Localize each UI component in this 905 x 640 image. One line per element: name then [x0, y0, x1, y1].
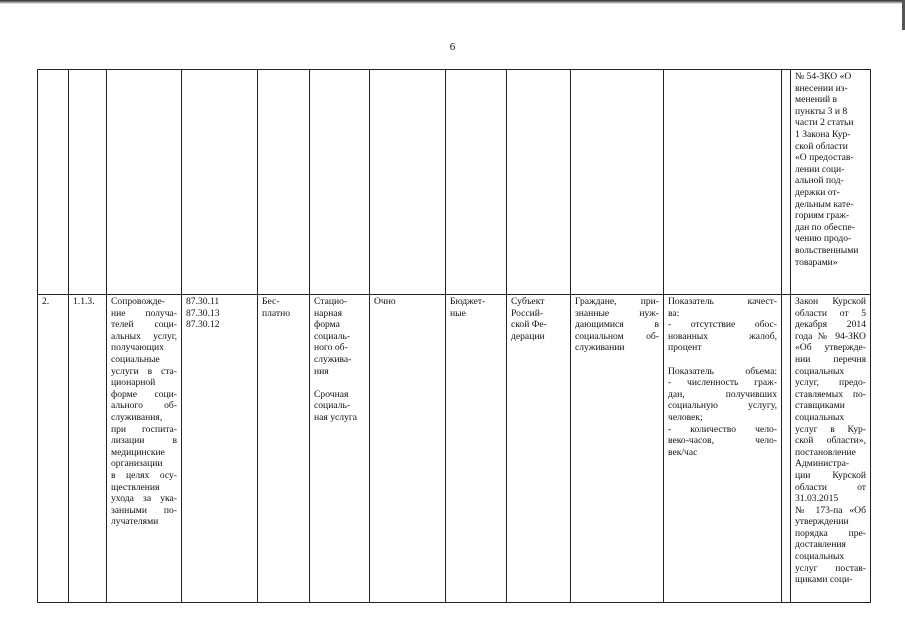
cell-line: Бюджет-: [450, 296, 486, 307]
cell-empty: [69, 70, 107, 295]
cell-line: Россий-: [511, 307, 544, 319]
cell-line: дерации: [511, 330, 545, 342]
cell-line: вольственными: [795, 244, 859, 256]
cell-line: получающих: [111, 342, 164, 354]
cell-line: № 54-ЗКО «О: [795, 71, 852, 82]
cell-line: служива-: [314, 353, 352, 365]
cell-line: постановление: [795, 446, 856, 458]
cell-service-form: [310, 295, 370, 603]
cell-line: [668, 354, 777, 366]
cell-line: Срочная: [314, 388, 349, 400]
cell-line: служивании: [575, 342, 625, 354]
cell-line: ставляемых по-: [795, 388, 866, 400]
cell-empty: [507, 70, 571, 295]
cell-line: Администра-: [795, 458, 850, 470]
cell-line: Показатель объема:: [668, 365, 777, 377]
cell-line: года № 94-ЗКО: [795, 330, 866, 342]
cell-empty: [310, 70, 370, 295]
cell-line: - количество чело-: [668, 423, 777, 435]
cell-line: нарная: [314, 307, 342, 319]
cell-line: телей соци-: [111, 319, 177, 331]
cell-line: ской Фе-: [511, 319, 547, 331]
cell-line: ния: [314, 365, 329, 377]
cell-line: социальную услугу,: [668, 400, 777, 412]
cell-line: области от: [795, 481, 866, 493]
cell-empty: [664, 70, 782, 295]
cell-line: социальных: [795, 551, 845, 563]
cell-line: доставления: [795, 539, 846, 551]
cell-empty: [370, 70, 446, 295]
cell-line: форме соци-: [111, 388, 177, 400]
cell-line: услуги в ста-: [111, 365, 177, 377]
cell-line: Закон Курской: [795, 296, 866, 307]
cell-level: [507, 295, 571, 603]
cell-line: социальном об-: [575, 330, 659, 342]
cell-line: - численность граж-: [668, 377, 777, 389]
cell-line: Граждане, при-: [575, 296, 659, 307]
cell-line: платно: [262, 307, 291, 319]
cell-empty: [782, 70, 791, 295]
cell-line: 1 Закона Кур-: [795, 128, 851, 140]
cell-line: «Об утвержде-: [795, 342, 866, 354]
cell-line: 87.30.11: [186, 296, 220, 307]
cell-line: гориям граж-: [795, 210, 850, 222]
cell-line: ние получа-: [111, 307, 177, 319]
cell-line: ской области: [795, 140, 848, 152]
cell-code: 1.1.3.: [69, 295, 107, 603]
cell-line: в целях осу-: [111, 469, 177, 481]
cell-line: 87.30.13: [186, 307, 220, 319]
cell-line: Стацио-: [314, 296, 348, 307]
cell-line: услуг постав-: [795, 562, 866, 574]
cell-line: Показатель качест-: [668, 296, 777, 307]
cell-line: ва:: [668, 307, 680, 319]
cell-line: услуг в Кур-: [795, 423, 866, 435]
cell-legal-basis-continued: [791, 70, 871, 295]
cell-line: веко-часов, чело-: [668, 435, 777, 447]
cell-line: социальных: [795, 411, 845, 423]
cell-line: социаль-: [314, 330, 351, 342]
cell-indicators: [664, 295, 782, 603]
cell-line: ществления: [111, 481, 160, 493]
cell-mode: Очно: [370, 295, 446, 603]
cell-line: лизации в: [111, 435, 177, 447]
cell-empty: [258, 70, 310, 295]
cell-line: 87.30.12: [186, 319, 220, 331]
cell-line: социальные: [111, 353, 160, 365]
cell-line: при госпита-: [111, 423, 177, 435]
cell-line: дающимися в: [575, 319, 659, 331]
cell-line: товарами»: [795, 256, 838, 268]
scan-edge-top: [0, 0, 905, 4]
cell-line: ные: [450, 307, 466, 319]
cell-empty: [38, 70, 69, 295]
cell-line: № 173-па «Об: [795, 504, 866, 516]
cell-line: ная услуга: [314, 411, 358, 423]
cell-line: декабря 2014: [795, 319, 866, 331]
cell-line: Бес-: [262, 296, 280, 307]
cell-line: [314, 377, 365, 389]
cell-empty: [446, 70, 507, 295]
cell-line: ционарной: [111, 377, 156, 389]
cell-service-name: [107, 295, 182, 603]
cell-line: век/час: [668, 446, 698, 458]
page-number: 6: [449, 41, 456, 53]
cell-okved-codes: [182, 295, 258, 603]
cell-line: лении соци-: [795, 163, 845, 175]
cell-line: форма: [314, 319, 340, 331]
cell-line: ставщиками: [795, 400, 845, 412]
cell-line: альных услуг,: [111, 330, 177, 342]
cell-line: дан по обеспе-: [795, 221, 855, 233]
cell-line: лучателями: [111, 516, 159, 528]
cell-line: организации: [111, 458, 163, 470]
cell-line: ции Курской: [795, 469, 866, 481]
cell-empty: [107, 70, 182, 295]
cell-line: Сопровожде-: [111, 296, 165, 307]
cell-payment: [258, 295, 310, 603]
table-row-continuation: [38, 70, 871, 295]
cell-line: служивания,: [111, 411, 163, 423]
cell-line: порядка пре-: [795, 527, 866, 539]
cell-empty: [571, 70, 664, 295]
cell-line: социальных: [795, 365, 845, 377]
services-table: [37, 69, 871, 603]
cell-empty: [782, 295, 791, 603]
cell-line: «О предостав-: [795, 152, 854, 164]
cell-line: пункты 3 и 8: [795, 105, 848, 117]
cell-legal-basis: [791, 295, 871, 603]
cell-line: области от 5: [795, 307, 866, 319]
cell-line: ухода за ука-: [111, 493, 177, 505]
cell-line: дан, получивших: [668, 388, 777, 400]
cell-line: дельным кате-: [795, 198, 854, 210]
cell-line: услуг, предо-: [795, 377, 866, 389]
cell-recipients: [571, 295, 664, 603]
cell-line: знанные нуж-: [575, 307, 659, 319]
cell-line: менений в: [795, 94, 838, 106]
cell-line: держки от-: [795, 186, 840, 198]
table-row: [38, 295, 871, 603]
cell-line: ного об-: [314, 342, 348, 354]
cell-line: чению продо-: [795, 233, 852, 245]
cell-line: щиками соци-: [795, 574, 853, 586]
cell-line: внесении из-: [795, 82, 848, 94]
cell-line: альной под-: [795, 175, 844, 187]
cell-empty: [182, 70, 258, 295]
cell-line: Субъект: [511, 296, 545, 307]
cell-number: 2.: [38, 295, 69, 603]
cell-line: человек;: [668, 411, 703, 423]
cell-line: процент: [668, 342, 702, 354]
cell-line: занными по-: [111, 504, 177, 516]
cell-funding: [446, 295, 507, 603]
cell-line: нованных жалоб,: [668, 330, 777, 342]
cell-line: нии перечня: [795, 353, 866, 365]
cell-line: 31.03.2015: [795, 493, 839, 505]
cell-line: ской области»,: [795, 435, 866, 447]
cell-line: - отсутствие обос-: [668, 319, 777, 331]
cell-line: части 2 статьи: [795, 117, 854, 129]
cell-line: утверждении: [795, 516, 849, 528]
cell-line: медицинские: [111, 446, 165, 458]
cell-line: ального об-: [111, 400, 177, 412]
cell-line: социаль-: [314, 400, 351, 412]
